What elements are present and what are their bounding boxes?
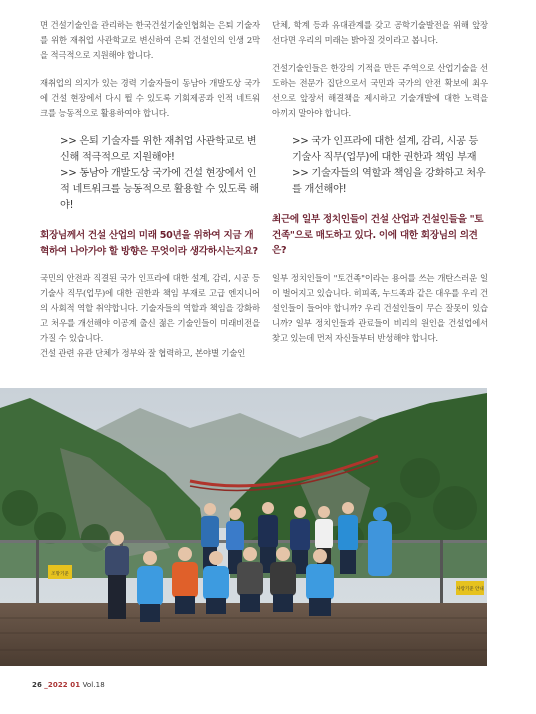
left-callout-text-2: >> 동남아 개발도상 국가에 건설 현장에서 인적 네트워크를 능동적으로 활용할 수 있도록 해야! xyxy=(60,168,259,211)
group-photo-illustration xyxy=(0,388,487,666)
volume-label: Vol.18 xyxy=(82,681,105,689)
left-callout-text-1: >> 은퇴 기술자를 위한 재취업 사관학교로 변신해 적극적으로 지원해야! xyxy=(60,136,257,163)
right-interview-question: 최근에 일부 정치인들이 건설 산업과 건설인들을 "토건족"으로 매도하고 있다. 이에 대한 회장님의 의견은? xyxy=(272,214,484,256)
right-paragraph-2: 건설기술인들은 한강의 기적을 만든 주역으로 산업기술을 선도하는 전문가 집단으로서 국민과 국가의 안전 확보에 최우선으로 앞장서 해결책을 제시하고 기술개발에 대한 노력을 아끼지 말아야 합니다. xyxy=(272,63,488,118)
left-paragraph-2: 재취업의 의지가 있는 경력 기술자들이 동남아 개발도상 국가에 건설 현장에서 다시 뛸 수 있도록 기회제공과 인적 네트워크를 능동적으로 활용하여야 합니다. xyxy=(40,78,260,118)
right-callout-box xyxy=(272,134,488,198)
left-callout-box xyxy=(40,134,260,214)
right-callout-text-1: >> 국가 인프라에 대한 설계, 감리, 시공 등 기술사 직무(업무)에 대한 권한과 책임 부재 xyxy=(292,136,479,163)
wooden-deck xyxy=(0,603,487,666)
page-number: 26 xyxy=(32,681,42,689)
left-interview-question: 회장님께서 건설 산업의 미래 50년을 위하여 지금 개혁하여 나아가야 할 방향은 무엇이라 생각하시는지요? xyxy=(40,230,258,257)
left-callout-item-1 xyxy=(40,134,260,166)
issue-year: _2022 01 xyxy=(44,681,81,689)
right-column xyxy=(272,18,488,359)
right-callout-item-1 xyxy=(272,134,488,166)
left-callout-item-2 xyxy=(40,166,260,214)
group-photo xyxy=(0,388,487,666)
sign-right-text: 사랑기준 안내 xyxy=(456,587,484,592)
left-paragraph-3: 국민의 안전과 직결된 국가 인프라에 대한 설계, 감리, 시공 등 기술사 직무(업무)에 대한 권한과 책임 부재로 고급 엔지니어의 사회적 역할 취약합니다. 기술자들의 역할과 책임을 강화하고 처우를 개선해야 이공계 출신 젊은 기술인들이 미래비전을 가질 수 있습니다. xyxy=(40,273,260,343)
right-callout-item-2 xyxy=(272,166,488,198)
sign-left-text: 조망기준 xyxy=(51,572,69,577)
right-callout-text-2: >> 기술자들의 역할과 책임을 강화하고 처우를 개선해야! xyxy=(292,168,486,195)
right-paragraph-1: 단체, 학계 등과 유대관계를 갖고 공학기술발전을 위해 앞장선다면 우리의 미래는 밝아질 것이라고 봅니다. xyxy=(272,20,488,45)
right-paragraph-3: 일부 정치인들이 "토건족"이라는 용어를 쓰는 개탄스러운 일이 벌어지고 있습니다. 히피족, 누드족과 같은 대우를 우리 건설인들이 들어야 합니까? 우리 건설인들이 무슨 잘못이 있습니까? 일부 정치인들과 관료들이 비리의 원인을 건설업에서 찾고 있는데 먼저 자신들부터 반성해야 합니다. xyxy=(272,272,488,343)
left-column xyxy=(40,18,260,361)
left-paragraph-1: 면 건설기술인을 관리하는 한국건설기술인협회는 은퇴 기술자를 위한 재취업 사관학교로 변신하여 은퇴 건설인의 인생 2막을 적극적으로 지원해야 합니다. xyxy=(40,20,260,60)
page-footer xyxy=(32,681,105,689)
left-paragraph-4: 건설 관련 유관 단체가 정부와 잘 협력하고, 본야별 기술인 xyxy=(40,348,246,358)
